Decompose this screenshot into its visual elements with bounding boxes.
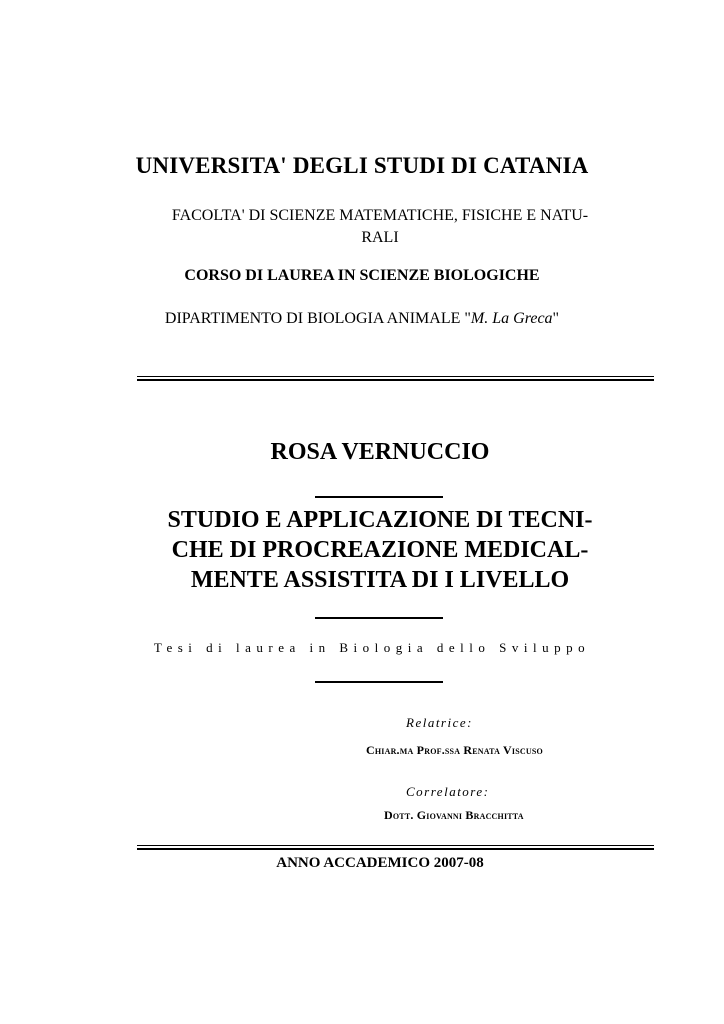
course-name: CORSO DI LAUREA IN SCIENZE BIOLOGICHE: [184, 267, 540, 284]
title-line-1: STUDIO E APPLICAZIONE DI TECNI-: [167, 507, 593, 533]
department-prefix: DIPARTIMENTO DI BIOLOGIA ANIMALE ": [164, 310, 471, 327]
supervisor-label: Relatrice:: [406, 715, 473, 730]
supervisor-name: Chiar.ma Prof.ssa Renata Viscuso: [366, 743, 543, 757]
faculty-line-2: RALI: [361, 229, 399, 246]
university-name: UNIVERSITA' DEGLI STUDI DI CATANIA: [135, 153, 589, 178]
title-rule-top: [315, 496, 443, 498]
title-line-3: MENTE ASSISTITA DI I LIVELLO: [190, 567, 570, 593]
thesis-type: Tesi di laurea in Biologia dello Sviluppo: [153, 640, 591, 655]
faculty-line-1: FACOLTA' DI SCIENZE MATEMATICHE, FISICHE E NATU-: [171, 207, 589, 224]
department-suffix: ": [552, 310, 560, 327]
title-line-2: CHE DI PROCREAZIONE MEDICAL-: [171, 537, 589, 563]
co-supervisor-label: Correlatore:: [406, 784, 490, 799]
thesis-title: [140, 505, 620, 595]
author-name: ROSA VERNUCCIO: [270, 439, 490, 465]
department-name: [0, 310, 724, 328]
co-supervisor-name: Dott. Giovanni Bracchitta: [384, 808, 524, 822]
bottom-divider: [137, 845, 654, 850]
top-divider: [137, 376, 654, 381]
thesis-type-rule: [315, 681, 443, 683]
title-rule-bottom: [315, 617, 443, 619]
department-dedicatee: M. La Greca: [470, 310, 553, 327]
faculty-name: [140, 205, 620, 249]
academic-year: ANNO ACCADEMICO 2007-08: [276, 855, 484, 871]
